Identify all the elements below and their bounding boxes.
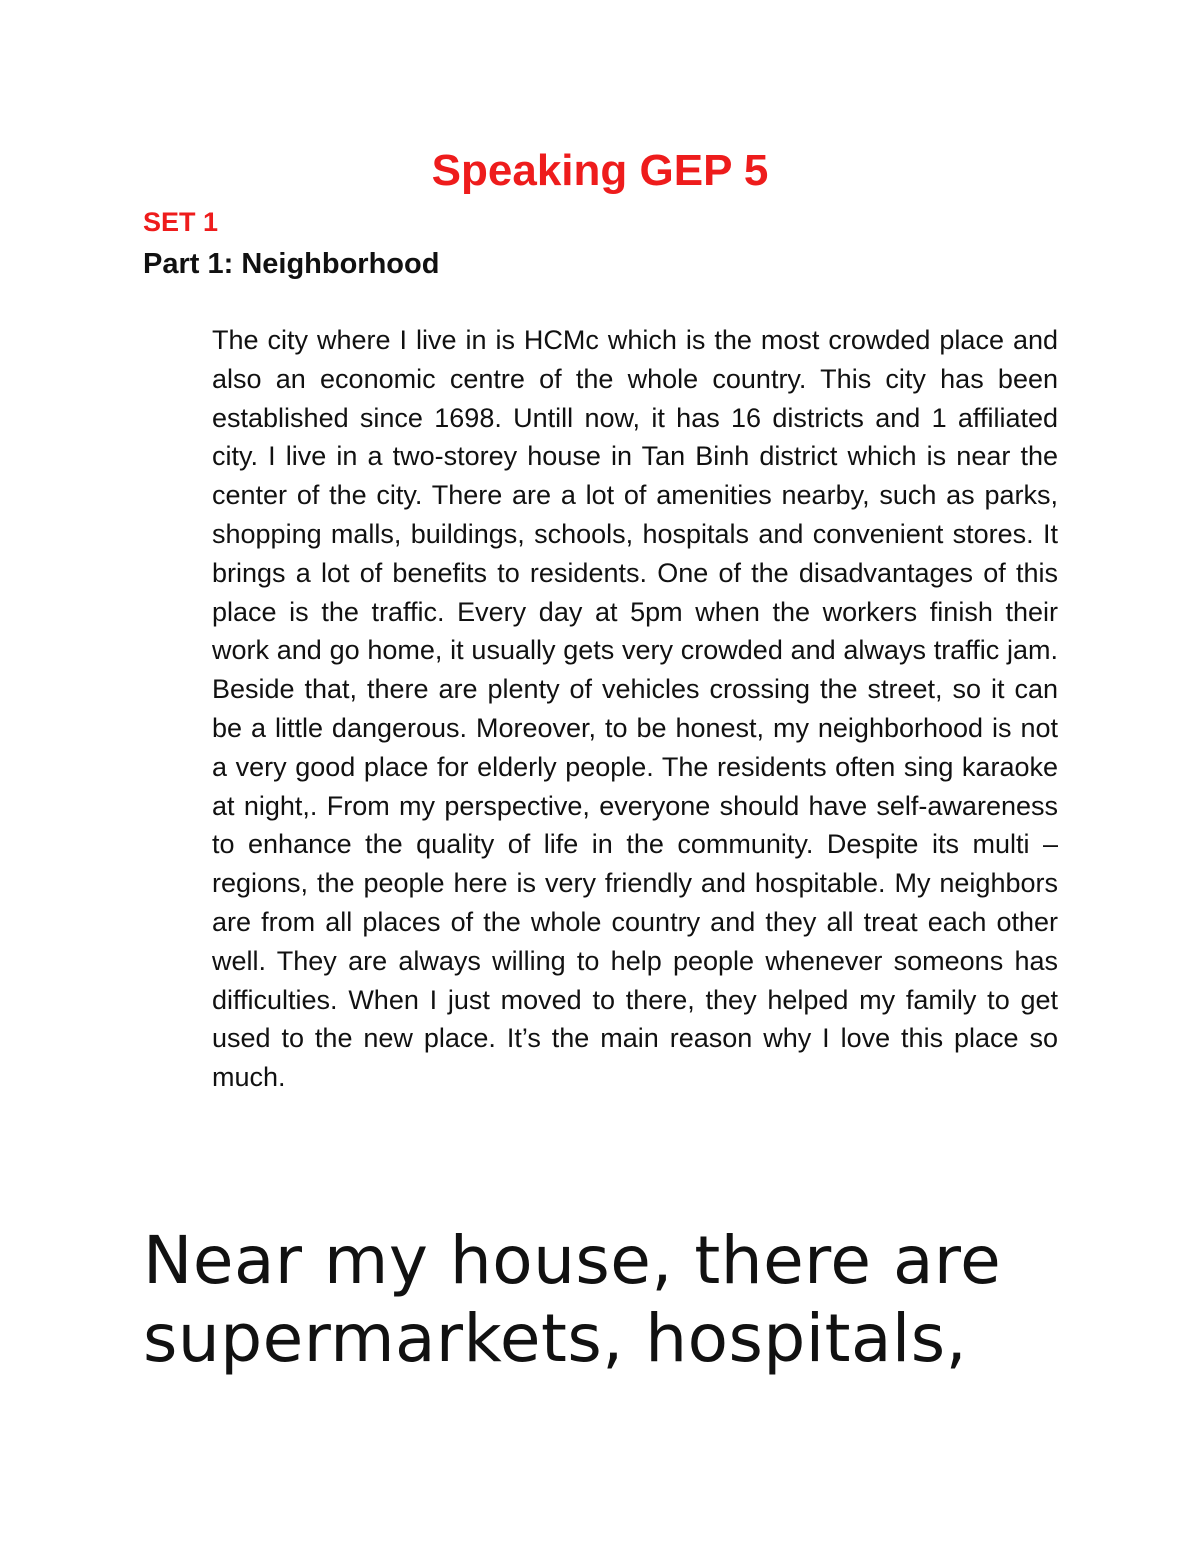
- body-paragraph: The city where I live in is HCMc which is the most crowded place and also an economic centre of the whole country. This city has been established since 1698. Untill now, it has 16 districts and 1 affiliated city. I live in a two-storey house in Tan Binh district which is near the center of the city. There are a lot of amenities nearby, such as parks, shopping malls, buildings, schools, hospitals and convenient stores. It brings a lot of benefits to residents. One of the disadvantages of this place is the traffic. Every day at 5pm when the workers finish their work and go home, it usually gets very crowded and always traffic jam. Beside that, there are plenty of vehicles crossing the street, so it can be a little dangerous. Moreover, to be honest, my neighborhood is not a very good place for elderly people. The residents often sing karaoke at night,. From my perspective, everyone should have self-awareness to enhance the quality of life in the community. Despite its multi – regions, the people here is very friendly and hospitable. My neighbors are from all places of the whole country and they all treat each other well. They are always willing to help people whenever someons has difficulties. When I just moved to there, they helped my family to get used to the new place. It’s the main reason why I love this place so much.: [212, 325, 1058, 1093]
- document-title: Speaking GEP 5: [431, 146, 769, 195]
- large-text-paragraph: Near my house, there are supermarkets, hospitals,: [143, 1222, 1002, 1377]
- part-heading: Part 1: Neighborhood: [143, 248, 440, 280]
- set-label: SET 1: [143, 207, 219, 237]
